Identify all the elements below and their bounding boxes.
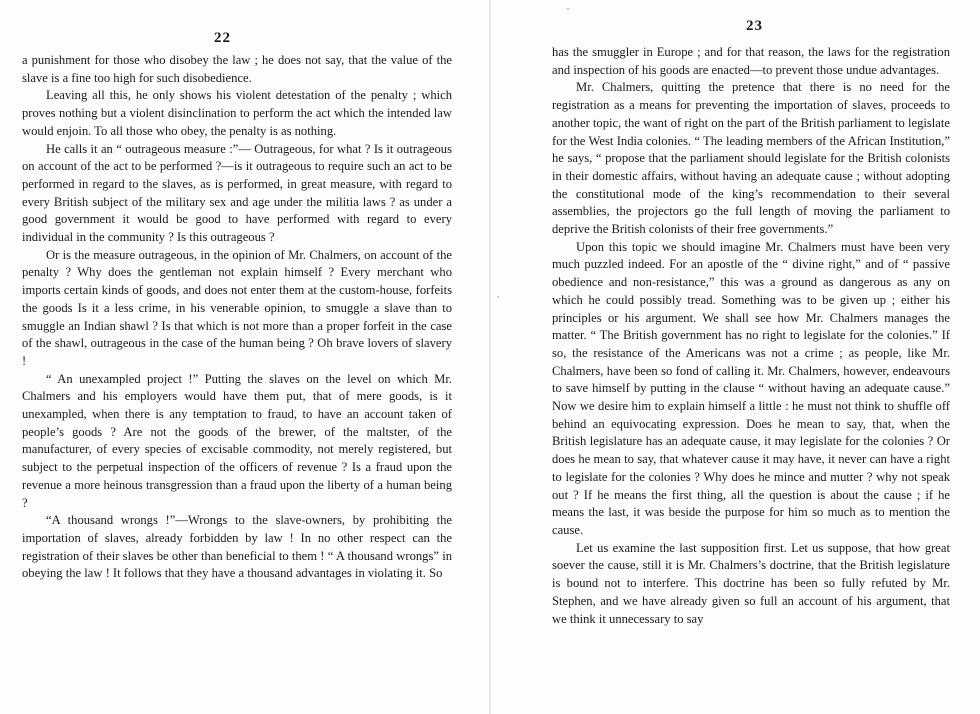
right-page-text [552, 44, 950, 628]
paragraph: Upon this topic we should imagine Mr. Chalmers must have been very much puzzled indeed. For an apostle of the “ divine right,” and of “ passive obedience and non-resistance,” this was a ground as dangerous as any on which he could possibly tread. Something was to be given up ; either his principles or his argument. We shall see how Mr. Chalmers manages the matter. “ The British government has no right to legislate for the colonies.” If so, the resistance of the Americans was not a crime ; as people, like Mr. Chalmers, have been so fond of calling it. Mr. Chalmers, however, endeavours to save himself by putting in the clause “ without having an adequate cause.” Now we desire him to explain himself a little : he must not think to shuffle off behind an equivocating expression. Does he mean to say, that, when the British legislature has an adequate cause, it may legislate for the colonies ? Or does he mean to say, that whatever cause it may have, it never can have a right to legislate for the colonies ? Why does he mince and mutter ? why not speak out ? If he means the first thing, all the question is about the cause ; if he means the last, it was beside the purpose for him so much as to mention the cause. [552, 239, 950, 537]
left-page-text [22, 52, 452, 583]
page-gutter [489, 0, 491, 714]
paragraph: Leaving all this, he only shows his violent detestation of the penalty ; which proves nothing but a violent disinclination to perform the act which the intended law would enjoin. To all those who obey, the penalty is as nothing. [22, 88, 452, 138]
paragraph: He calls it an “ outrageous measure :”— Outrageous, for what ? Is it outrageous on account of the act to be performed ?—is it outrageous to require such an act to be performed in regard to the slaves, as is performed, in great measure, with regard to every British subject of the military sex and age under the militia laws ? as under a good government it would be good to have performed with regard to every individual in the community ? Is this outrageous ? [22, 141, 452, 245]
page-number-right: 23 [746, 18, 763, 34]
paragraph: “ An unexampled project !” Putting the slaves on the level on which Mr. Chalmers and his employers would have them put, that of mere goods, is it unexampled, when there is any temptation to fraud, to have an account taken of people’s goods ? Are not the goods of the brewer, of the maltster, of the manufacturer, of every species of excisable commodity, not merely registered, but subject to the perpetual inspection of the officers of revenue ? Is a fraud upon the revenue a more heinous transgression than a fraud upon the liberty of a human being ? [22, 371, 452, 510]
paper-speck [567, 8, 569, 10]
paragraph: Let us examine the last supposition first. Let us suppose, that how great soever the cause, still it is Mr. Chalmers’s doctrine, that the British legislature is bound not to interfere. This doctrine has been so fully refuted by Mr. Stephen, and we have already given so full an account of his argument, that we think it unnecessary to say [552, 540, 950, 626]
paragraph: Mr. Chalmers, quitting the pretence that there is no need for the registration as a means for preventing the importation of slaves, proceeds to another topic, the want of right on the part of the British parliament to legislate for the West India colonies. “ The leading members of the African Institution,” he says, “ propose that the parliament should legislate for the British colonists in their domestic affairs, without having an adequate cause ; without adopting the constitutional mode of the king’s recommendation to their several assemblies, the projectors go the full length of moving the parliament to deprive the British colonists of their free governments.” [552, 80, 950, 237]
paper-speck [497, 296, 499, 298]
right-page [492, 0, 980, 714]
page-number-left: 22 [214, 30, 231, 46]
paragraph: “A thousand wrongs !”—Wrongs to the slave-owners, by prohibiting the importation of slaves, already forbidden by law ! In no other respect can the registration of their slaves be other than beneficial to them ! “ A thousand wrongs” in obeying the law ! It follows that they have a thousand advantages in violating it. So [22, 513, 452, 581]
paragraph: Or is the measure outrageous, in the opinion of Mr. Chalmers, on account of the penalty ? Why does the gentleman not explain himself ? Every merchant who imports certain kinds of goods, and does not enter them at the custom-house, forfeits the goods Is it a less crime, in his venerable opinion, to smuggle a slave than to smuggle an Indian shawl ? Is that which is not more than a proper forfeit in the case of the shawl, outrageous in the case of the human being ? Oh brave lovers of slavery ! [22, 247, 452, 368]
left-page [0, 0, 488, 714]
paragraph: a punishment for those who disobey the law ; he does not say, that the value of the slave is a fine too high for such disobedience. [22, 53, 452, 85]
paragraph: has the smuggler in Europe ; and for that reason, the laws for the registration and inspection of his goods are enacted—to prevent those undue advantages. [552, 45, 950, 77]
